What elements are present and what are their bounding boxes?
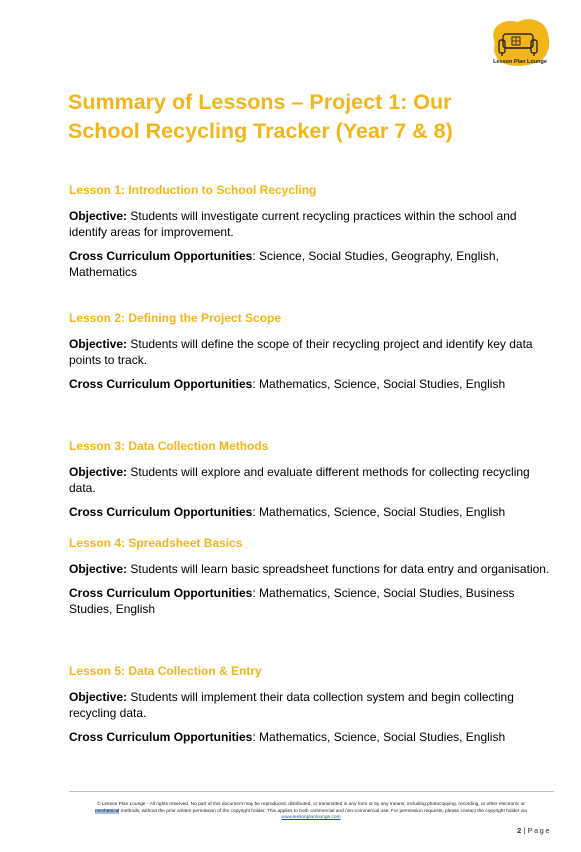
page-word: Page	[527, 826, 551, 835]
lesson-3	[69, 438, 554, 535]
logo-caption: Lesson Plan Lounge	[493, 59, 547, 65]
cross-curriculum-text: : Mathematics, Science, Social Studies, Business Studies, English	[69, 586, 515, 616]
cross-curriculum-text: : Mathematics, Science, Social Studies, English	[252, 730, 506, 744]
objective-label: Objective:	[69, 465, 128, 479]
objective-label: Objective:	[69, 562, 128, 576]
copyright-line-2: methods, without the prior written permission of the copyright holder. This applies to both commercial and non-commercial use. For permission requests, please contact the copyright holder via	[119, 808, 527, 814]
website-link[interactable]: www.lessonplanlounge.com	[281, 815, 341, 821]
cross-curriculum-label: Cross Curriculum Opportunities	[69, 730, 253, 744]
lesson-objective	[69, 336, 554, 368]
lesson-objective	[69, 689, 554, 721]
lesson-heading: Lesson 3: Data Collection Methods	[69, 439, 269, 453]
lesson-objective	[69, 208, 554, 240]
lesson-objective	[69, 561, 554, 577]
cross-curriculum-text: : Science, Social Studies, Geography, English, Mathematics	[69, 249, 499, 279]
page-title: Summary of Lessons – Project 1: Our School Recycling Tracker (Year 7 & 8)	[68, 90, 453, 143]
copyright-notice	[66, 802, 556, 822]
objective-text: Students will explore and evaluate different methods for collecting recycling data.	[69, 465, 530, 495]
page-number	[517, 826, 551, 835]
page-separator: |	[523, 826, 526, 835]
lesson-heading: Lesson 5: Data Collection & Entry	[69, 664, 262, 678]
cross-curriculum-text: : Mathematics, Science, Social Studies, English	[252, 505, 506, 519]
lesson-5	[69, 663, 554, 791]
objective-label: Objective:	[69, 337, 128, 351]
objective-label: Objective:	[69, 690, 128, 704]
cross-curriculum-label: Cross Curriculum Opportunities	[69, 586, 253, 600]
lesson-objective	[69, 464, 554, 496]
cross-curriculum-label: Cross Curriculum Opportunities	[69, 377, 253, 391]
objective-text: Students will learn basic spreadsheet functions for data entry and organisation.	[130, 562, 550, 576]
cross-curriculum-label: Cross Curriculum Opportunities	[69, 249, 253, 263]
lesson-2	[69, 310, 554, 438]
lesson-heading: Lesson 4: Spreadsheet Basics	[69, 536, 243, 550]
objective-text: Students will implement their data collection system and begin collecting recycling data.	[69, 690, 514, 720]
footer-divider	[69, 791, 554, 792]
objective-text: Students will investigate current recycling practices within the school and identify areas for improvement.	[69, 209, 517, 239]
lesson-cross-curriculum	[69, 504, 554, 520]
sofa-logo-icon	[488, 18, 552, 74]
lesson-heading: Lesson 2: Defining the Project Scope	[69, 311, 282, 325]
lesson-cross-curriculum	[69, 729, 554, 745]
lesson-list	[69, 182, 554, 791]
objective-label: Objective:	[69, 209, 128, 223]
copyright-line-1: © Lesson Plan Lounge - All rights reserved. No part of this document may be reproduced, distributed, or transmitted in any form or by any means, including photocopying, recording, or other electronic or	[96, 802, 526, 807]
lesson-heading: Lesson 1: Introduction to School Recycling	[69, 183, 317, 197]
highlighted-word: mechanical	[95, 808, 120, 814]
lesson-cross-curriculum	[69, 248, 554, 280]
cross-curriculum-text: : Mathematics, Science, Social Studies, English	[252, 377, 506, 391]
cross-curriculum-label: Cross Curriculum Opportunities	[69, 505, 253, 519]
lesson-1	[69, 182, 554, 310]
lesson-4	[69, 535, 554, 663]
page-number-value: 2	[517, 826, 522, 835]
lesson-cross-curriculum	[69, 585, 554, 617]
objective-text: Students will define the scope of their recycling project and identify key data points to track.	[69, 337, 533, 367]
lesson-cross-curriculum	[69, 376, 554, 392]
